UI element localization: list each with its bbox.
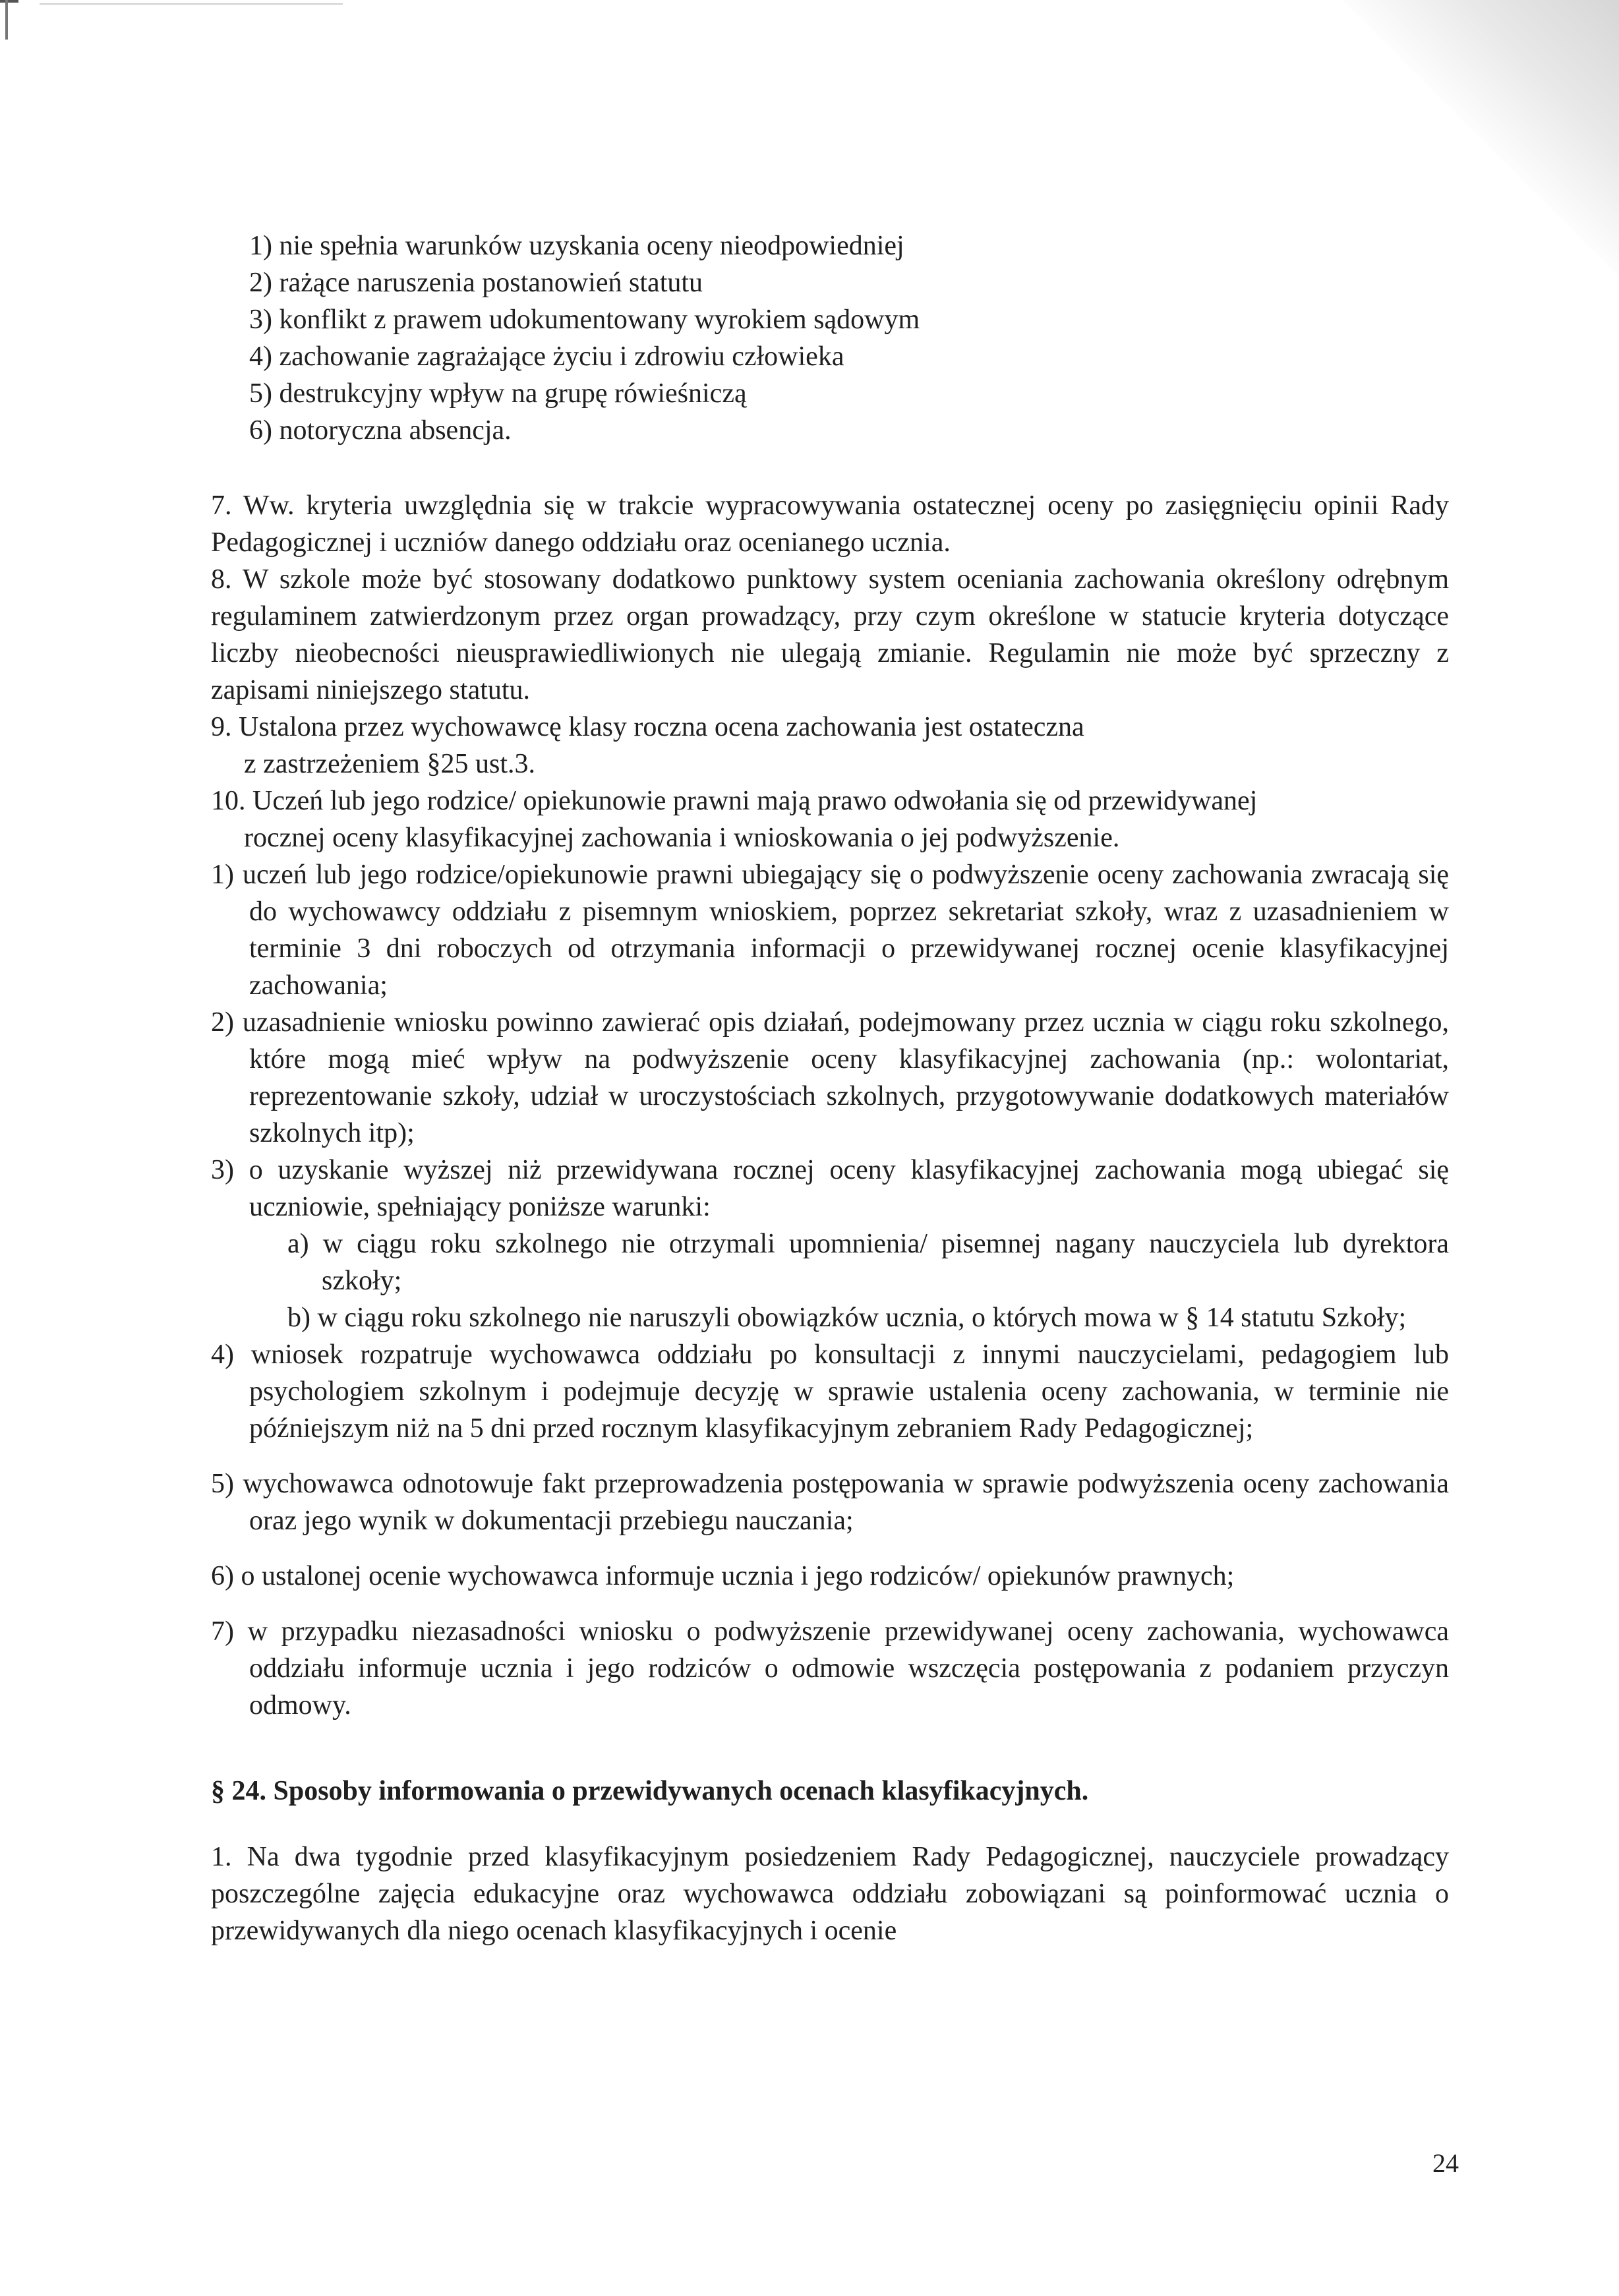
page-number: 24 <box>1432 2148 1459 2178</box>
criteria-item: 5) destrukcyjny wpływ na grupę rówieśniczą <box>249 378 747 409</box>
criteria-item: 1) nie spełnia warunków uzyskania oceny nieodpowiedniej <box>249 231 904 261</box>
appeal-item-3-a: a) w ciągu roku szkolnego nie otrzymali upomnienia/ pisemnej nagany nauczyciela lub dyrektora szkoły; <box>287 1229 1449 1296</box>
scan-top-rule <box>40 3 343 5</box>
appeal-item-3: 3) o uzyskanie wyższej niż przewidywana rocznej oceny klasyfikacyjnej zachowania mogą ubiegać się uczniowie, spełniający poniższe warunki: <box>211 1155 1449 1222</box>
criteria-item: 3) konflikt z prawem udokumentowany wyrokiem sądowym <box>249 305 920 335</box>
paragraph-9-line-2: z zastrzeżeniem §25 ust.3. <box>244 749 535 779</box>
scan-left-mark <box>0 0 18 3</box>
document-page <box>211 227 1449 1949</box>
appeal-item-1: 1) uczeń lub jego rodzice/opiekunowie prawni ubiegający się o podwyższenie oceny zachowania zwracają się do wychowawcy oddziału z pisemnym wnioskiem, poprzez sekretariat szkoły, wraz z uzasadnieniem w terminie 3 dni roboczych od otrzymania informacji o przewidywanej rocznej ocenie klasyfikacyjnej zachowania; <box>211 860 1449 1001</box>
appeal-item-6: 6) o ustalonej ocenie wychowawca informuje ucznia i jego rodziców/ opiekunów prawnych; <box>211 1561 1235 1591</box>
section-heading: § 24. Sposoby informowania o przewidywanych ocenach klasyfikacyjnych. <box>211 1776 1089 1806</box>
appeal-item-4: 4) wniosek rozpatruje wychowawca oddziału po konsultacji z innymi nauczycielami, pedagogiem lub psychologiem szkolnym i podejmuje decyzję w sprawie ustalenia oceny zachowania, w terminie nie późniejszym niż na 5 dni przed rocznym klasyfikacyjnym zebraniem Rady Pedagogicznej; <box>211 1339 1449 1444</box>
criteria-item: 4) zachowanie zagrażające życiu i zdrowiu człowieka <box>249 341 844 372</box>
main-paragraphs <box>211 487 1449 1949</box>
appeal-item-3-b: b) w ciągu roku szkolnego nie naruszyli obowiązków ucznia, o których mowa w § 14 statutu Szkoły; <box>287 1303 1407 1333</box>
criteria-item: 6) notoryczna absencja. <box>249 415 512 446</box>
paragraph-10-line-2: rocznej oceny klasyfikacyjnej zachowania i wnioskowania o jej podwyższenie. <box>244 823 1120 853</box>
paragraph-8: 8. W szkole może być stosowany dodatkowo punktowy system oceniania zachowania określony odrębnym regulaminem zatwierdzonym przez organ prowadzący, przy czym określone w statucie kryteria dotyczące liczby nieobecności nieusprawiedliwionych nie ulegają zmianie. Regulamin nie może być sprzeczny z zapisami niniejszego statutu. <box>211 564 1449 705</box>
criteria-list <box>249 227 1449 449</box>
paragraph-9 <box>211 709 1449 782</box>
paragraph-10-line-1: 10. Uczeń lub jego rodzice/ opiekunowie prawni mają prawo odwołania się od przewidywanej <box>211 786 1258 816</box>
paragraph-9-line-1: 9. Ustalona przez wychowawcę klasy roczna ocena zachowania jest ostateczna <box>211 712 1084 742</box>
appeal-item-7: 7) w przypadku niezasadności wniosku o podwyższenie przewidywanej oceny zachowania, wychowawca oddziału informuje ucznia i jego rodziców o odmowie wszczęcia postępowania z podaniem przyczyn odmowy. <box>211 1616 1449 1721</box>
appeal-item-5: 5) wychowawca odnotowuje fakt przeprowadzenia postępowania w sprawie podwyższenia oceny zachowania oraz jego wynik w dokumentacji przebiegu nauczania; <box>211 1469 1449 1536</box>
paragraph-7: 7. Ww. kryteria uwzględnia się w trakcie wypracowywania ostatecznej oceny po zasięgnięciu opinii Rady Pedagogicznej i uczniów danego oddziału oraz ocenianego ucznia. <box>211 490 1449 558</box>
appeal-item-2: 2) uzasadnienie wniosku powinno zawierać opis działań, podejmowany przez ucznia w ciągu roku szkolnego, które mogą mieć wpływ na podwyższenie oceny klasyfikacyjnej zachowania (np.: wolontariat, reprezentowanie szkoły, udział w uroczystościach szkolnych, przygotowywanie dodatkowych materiałów szkolnych itp); <box>211 1007 1449 1148</box>
section-paragraph-1: 1. Na dwa tygodnie przed klasyfikacyjnym posiedzeniem Rady Pedagogicznej, nauczyciele prowadzący poszczególne zajęcia edukacyjne oraz wychowawca oddziału zobowiązani są poinformować ucznia o przewidywanych dla niego ocenach klasyfikacyjnych i ocenie <box>211 1842 1449 1946</box>
criteria-item: 2) rażące naruszenia postanowień statutu <box>249 268 703 298</box>
paragraph-10 <box>211 782 1449 856</box>
scan-left-mark-vertical <box>5 0 8 40</box>
